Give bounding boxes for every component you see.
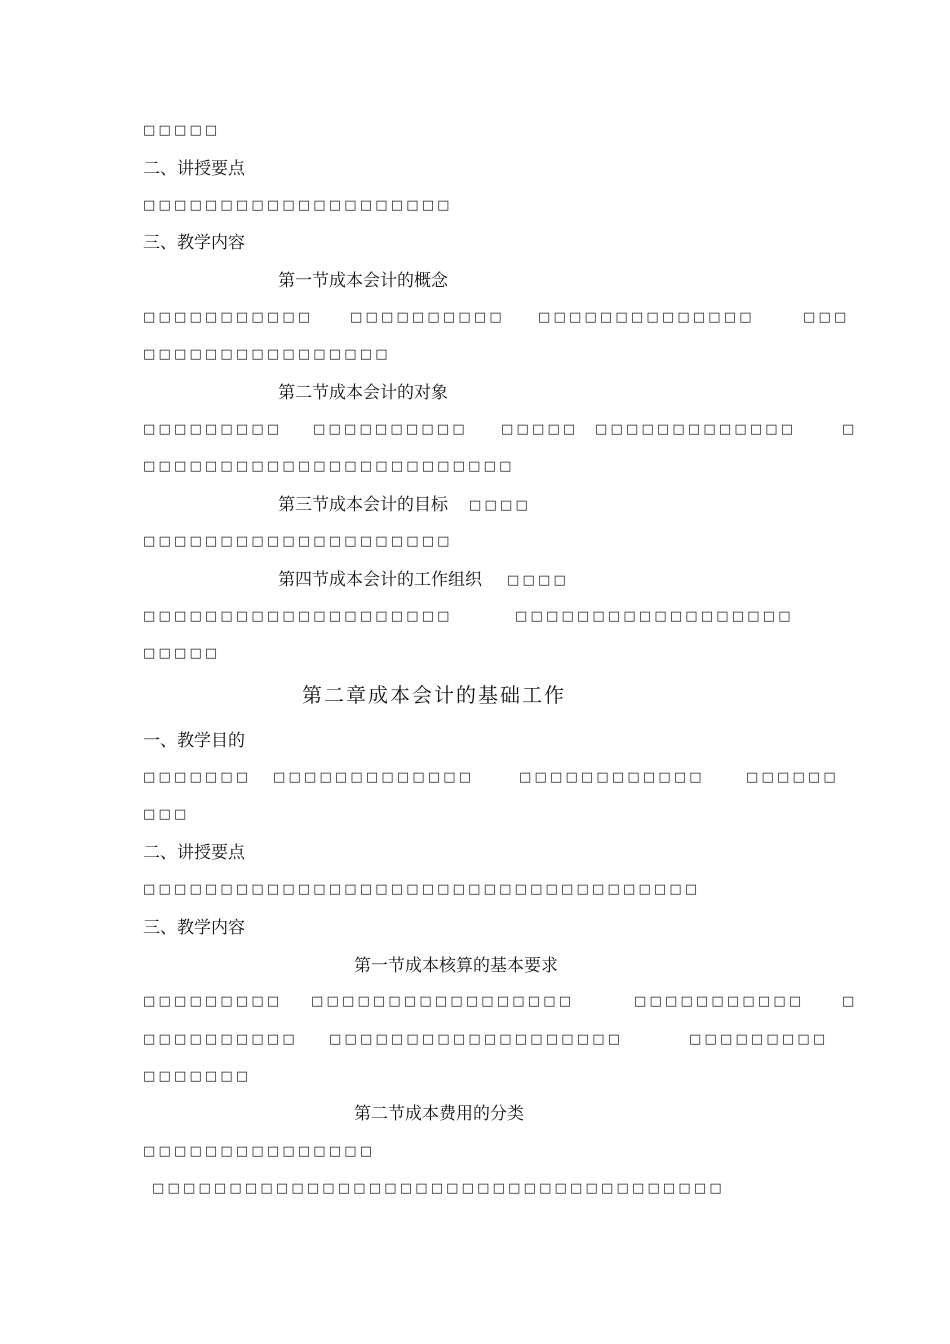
text-line-12: □□□□□□□□□□ bbox=[313, 422, 468, 437]
heading-26: 一、教学目的 bbox=[143, 731, 245, 751]
text-line-22: □□□□□□□□□□□□□□□□□□□□ bbox=[143, 609, 453, 624]
text-line-0: □□□□□ bbox=[143, 123, 221, 138]
heading-1: 二、讲授要点 bbox=[143, 159, 245, 179]
chapter-title-25: 第二章成本会计的基础工作 bbox=[302, 683, 566, 707]
text-line-37: □□□□□□□□□□□□□□□□□ bbox=[311, 994, 575, 1009]
text-line-29: □□□□□□□□□□□□ bbox=[519, 770, 705, 785]
text-line-18: □□□□ bbox=[469, 498, 531, 513]
text-line-36: □□□□□□□□□ bbox=[143, 994, 283, 1009]
text-line-14: □□□□□□□□□□□□□ bbox=[595, 422, 797, 437]
text-line-6: □□□□□□□□□□ bbox=[350, 310, 505, 325]
text-line-41: □□□□□□□□□□□□□□□□□□□ bbox=[329, 1032, 624, 1047]
text-line-13: □□□□□ bbox=[501, 422, 579, 437]
heading-34: 三、教学内容 bbox=[143, 918, 245, 938]
heading-44: 第二节成本费用的分类 bbox=[354, 1104, 524, 1124]
heading-3: 三、教学内容 bbox=[143, 233, 245, 253]
text-line-23: □□□□□□□□□□□□□□□□□□ bbox=[515, 609, 794, 624]
heading-32: 二、讲授要点 bbox=[143, 843, 245, 863]
text-line-39: □ bbox=[842, 994, 858, 1009]
text-line-31: □□□ bbox=[143, 807, 190, 822]
text-line-5: □□□□□□□□□□□ bbox=[143, 310, 314, 325]
text-line-27: □□□□□□□ bbox=[143, 770, 252, 785]
text-line-28: □□□□□□□□□□□□□ bbox=[273, 770, 475, 785]
text-line-19: □□□□□□□□□□□□□□□□□□□□ bbox=[143, 534, 453, 549]
text-line-7: □□□□□□□□□□□□□□ bbox=[538, 310, 755, 325]
text-line-21: □□□□ bbox=[507, 573, 569, 588]
text-line-45: □□□□□□□□□□□□□□□ bbox=[143, 1144, 376, 1159]
text-line-30: □□□□□□ bbox=[746, 770, 839, 785]
heading-17: 第三节成本会计的目标 bbox=[278, 495, 448, 515]
text-line-38: □□□□□□□□□□□ bbox=[634, 994, 805, 1009]
text-line-46: □□□□□□□□□□□□□□□□□□□□□□□□□□□□□□□□□□□□□ bbox=[152, 1181, 725, 1196]
text-line-16: □□□□□□□□□□□□□□□□□□□□□□□□ bbox=[143, 459, 515, 474]
text-line-43: □□□□□□□ bbox=[143, 1069, 252, 1084]
heading-35: 第一节成本核算的基本要求 bbox=[354, 956, 558, 976]
text-line-42: □□□□□□□□□ bbox=[689, 1032, 829, 1047]
text-line-24: □□□□□ bbox=[143, 646, 221, 661]
heading-10: 第二节成本会计的对象 bbox=[278, 383, 448, 403]
heading-4: 第一节成本会计的概念 bbox=[278, 271, 448, 291]
heading-20: 第四节成本会计的工作组织 bbox=[278, 570, 482, 590]
text-line-2: □□□□□□□□□□□□□□□□□□□□ bbox=[143, 198, 453, 213]
text-line-33: □□□□□□□□□□□□□□□□□□□□□□□□□□□□□□□□□□□□ bbox=[143, 882, 701, 897]
text-line-40: □□□□□□□□□□ bbox=[143, 1032, 298, 1047]
text-line-9: □□□□□□□□□□□□□□□□ bbox=[143, 347, 391, 362]
text-line-15: □ bbox=[842, 422, 858, 437]
text-line-8: □□□ bbox=[803, 310, 850, 325]
text-line-11: □□□□□□□□□ bbox=[143, 422, 283, 437]
